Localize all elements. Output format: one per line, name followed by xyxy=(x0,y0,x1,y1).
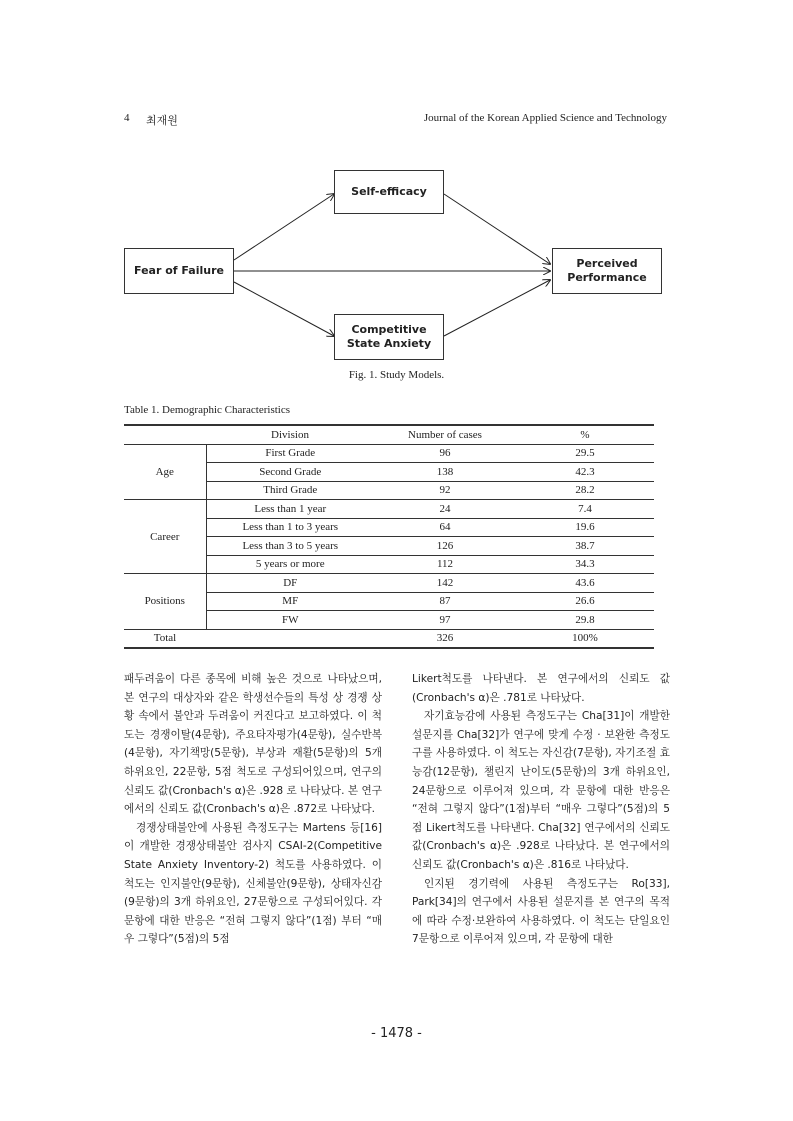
cell: 126 xyxy=(374,537,516,556)
header-number: Number of cases xyxy=(374,425,516,444)
cell: Third Grade xyxy=(206,481,374,500)
category-positions: Positions xyxy=(124,574,206,630)
cell: 26.6 xyxy=(516,592,654,611)
cell: 112 xyxy=(374,555,516,574)
cell: 29.8 xyxy=(575,613,595,626)
node-label: Perceived xyxy=(576,257,638,270)
paragraph: 패두려움이 다른 종목에 비해 높은 것으로 나타났으며, 본 연구의 대상자와 같은 학생선수들의 특성 상 경쟁 상황 속에서 불안과 두려움이 커진다고 보고하였다. 이 척도는 경쟁이탈(4문항), 주요타자평가(4문항), 실수반복(4문항), 자기책망(5문항), 부상과 재활(5문항)의 5개 하위요인, 22문항, 5점 척도로 구성되어있으며, 연구의 신뢰도 값(Cronbach's α)은 .928 로 나타났다. 본 연구에서의 신뢰도 값(Cronbach's α)은 .872로 나타났다. xyxy=(124,673,382,816)
node-label: Self-efficacy xyxy=(351,185,427,198)
cell: 28.2 xyxy=(516,481,654,500)
cell: 96 xyxy=(374,444,516,463)
table-header-row xyxy=(124,425,654,444)
cell: MF xyxy=(206,592,374,611)
category-career: Career xyxy=(124,500,206,574)
node-label: State Anxiety xyxy=(346,337,432,350)
cell: 64 xyxy=(374,518,516,537)
cell xyxy=(206,629,374,648)
table-row xyxy=(124,500,654,519)
body-column-left xyxy=(124,670,382,949)
cell: 7.4 xyxy=(516,500,654,519)
cell: 138 xyxy=(374,463,516,482)
arrow-efficacy-to-performance xyxy=(444,194,550,264)
cell: DF xyxy=(206,574,374,593)
cell: 24 xyxy=(374,500,516,519)
cell: 38.7 xyxy=(516,537,654,556)
node-label: Fear of Failure xyxy=(134,264,224,277)
cell: 34.3 xyxy=(516,555,654,574)
node-self-efficacy xyxy=(334,170,444,214)
arrow-fear-to-anxiety xyxy=(234,282,334,336)
header-blank xyxy=(124,425,206,444)
cell: 92 xyxy=(374,481,516,500)
cell: 19.6 xyxy=(516,518,654,537)
cell: First Grade xyxy=(206,444,374,463)
node-fear-of-failure xyxy=(124,248,234,294)
table-row xyxy=(124,574,654,593)
demographics-table xyxy=(124,424,654,649)
cell: 97 xyxy=(439,613,451,626)
total-percent: 100% xyxy=(516,629,654,648)
paragraph: 인지된 경기력에 사용된 측정도구는 Ro[33], Park[34]의 연구에서 사용된 설문지를 본 연구의 목적에 따라 수정·보완하여 사용하였다. 이 척도는 단일요인 7문항으로 이루어져 있으며, 각 문항에 대한 xyxy=(412,877,670,946)
cell: 42.3 xyxy=(516,463,654,482)
header-division: Division xyxy=(206,425,374,444)
table-total-row xyxy=(124,629,654,648)
figure-caption: Fig. 1. Study Models. xyxy=(348,369,445,381)
cell: Second Grade xyxy=(206,463,374,482)
header-percent: % xyxy=(516,425,654,444)
cell: 29.5 xyxy=(516,444,654,463)
cell: Less than 1 to 3 years xyxy=(206,518,374,537)
cell: Less than 3 to 5 years xyxy=(206,537,374,556)
table-row xyxy=(124,444,654,463)
arrow-anxiety-to-performance xyxy=(444,280,550,336)
cell: 142 xyxy=(374,574,516,593)
table-caption: Table 1. Demographic Characteristics xyxy=(124,404,290,416)
cell: 87 xyxy=(374,592,516,611)
total-label: Total xyxy=(124,629,206,648)
total-count: 326 xyxy=(374,629,516,648)
arrow-fear-to-efficacy xyxy=(234,194,334,260)
category-age: Age xyxy=(124,444,206,500)
author: 최재원 xyxy=(146,115,178,127)
cell: 43.6 xyxy=(516,574,654,593)
cell: Less than 1 year xyxy=(206,500,374,519)
node-label: Competitive xyxy=(351,323,427,336)
cell: FW xyxy=(282,613,299,626)
body-column-right xyxy=(412,670,670,949)
node-label: Performance xyxy=(567,271,647,284)
node-perceived-performance xyxy=(552,248,662,294)
paragraph: 경쟁상태불안에 사용된 측정도구는 Martens 등[16]이 개발한 경쟁상태불안 검사지 CSAI-2(Competitive State Anxiety Inventory-2) 척도를 사용하였다. 이 척도는 인지불안(9문항), 신체불안(9문항), 상태자신감(9문항)의 3개 하위요인, 27문항으로 구성되어있다. 각 문항에 대한 반응은 “전혀 그렇지 않다”(1점) 부터 “매우 그렇다”(5점)의 5점 xyxy=(124,821,382,946)
page-footer: - 1478 - xyxy=(371,1026,422,1041)
page-number: 4 xyxy=(124,112,130,124)
paragraph: 자기효능감에 사용된 측정도구는 Cha[31]이 개발한 설문지를 Cha[32]가 연구에 맞게 수정 · 보완한 측정도구를 사용하였다. 이 척도는 자신감(7문항), 자기조절 효능감(12문항), 챌린지 난이도(5문항)의 3개 하위요인, 24문항으로 이루어져 있으며, 각 문항에 대한 반응은 “전혀 그렇지 않다”(1점)부터 “매우 그렇다”(5점)의 5점 Likert척도를 나타낸다. Cha[32] 연구에서의 신뢰도 값(Cronbach's α)은 .928로 나타났다. 본 연구에서의 신뢰도 값(Cronbach's α)은 .816로 나타났다. xyxy=(412,710,670,871)
journal-title: Journal of the Korean Applied Science and Technology xyxy=(423,112,667,124)
node-competitive-state-anxiety xyxy=(334,314,444,360)
cell: 5 years or more xyxy=(206,555,374,574)
paragraph: Likert척도를 나타낸다. 본 연구에서의 신뢰도 값(Cronbach's α)은 .781로 나타났다. xyxy=(412,673,670,704)
